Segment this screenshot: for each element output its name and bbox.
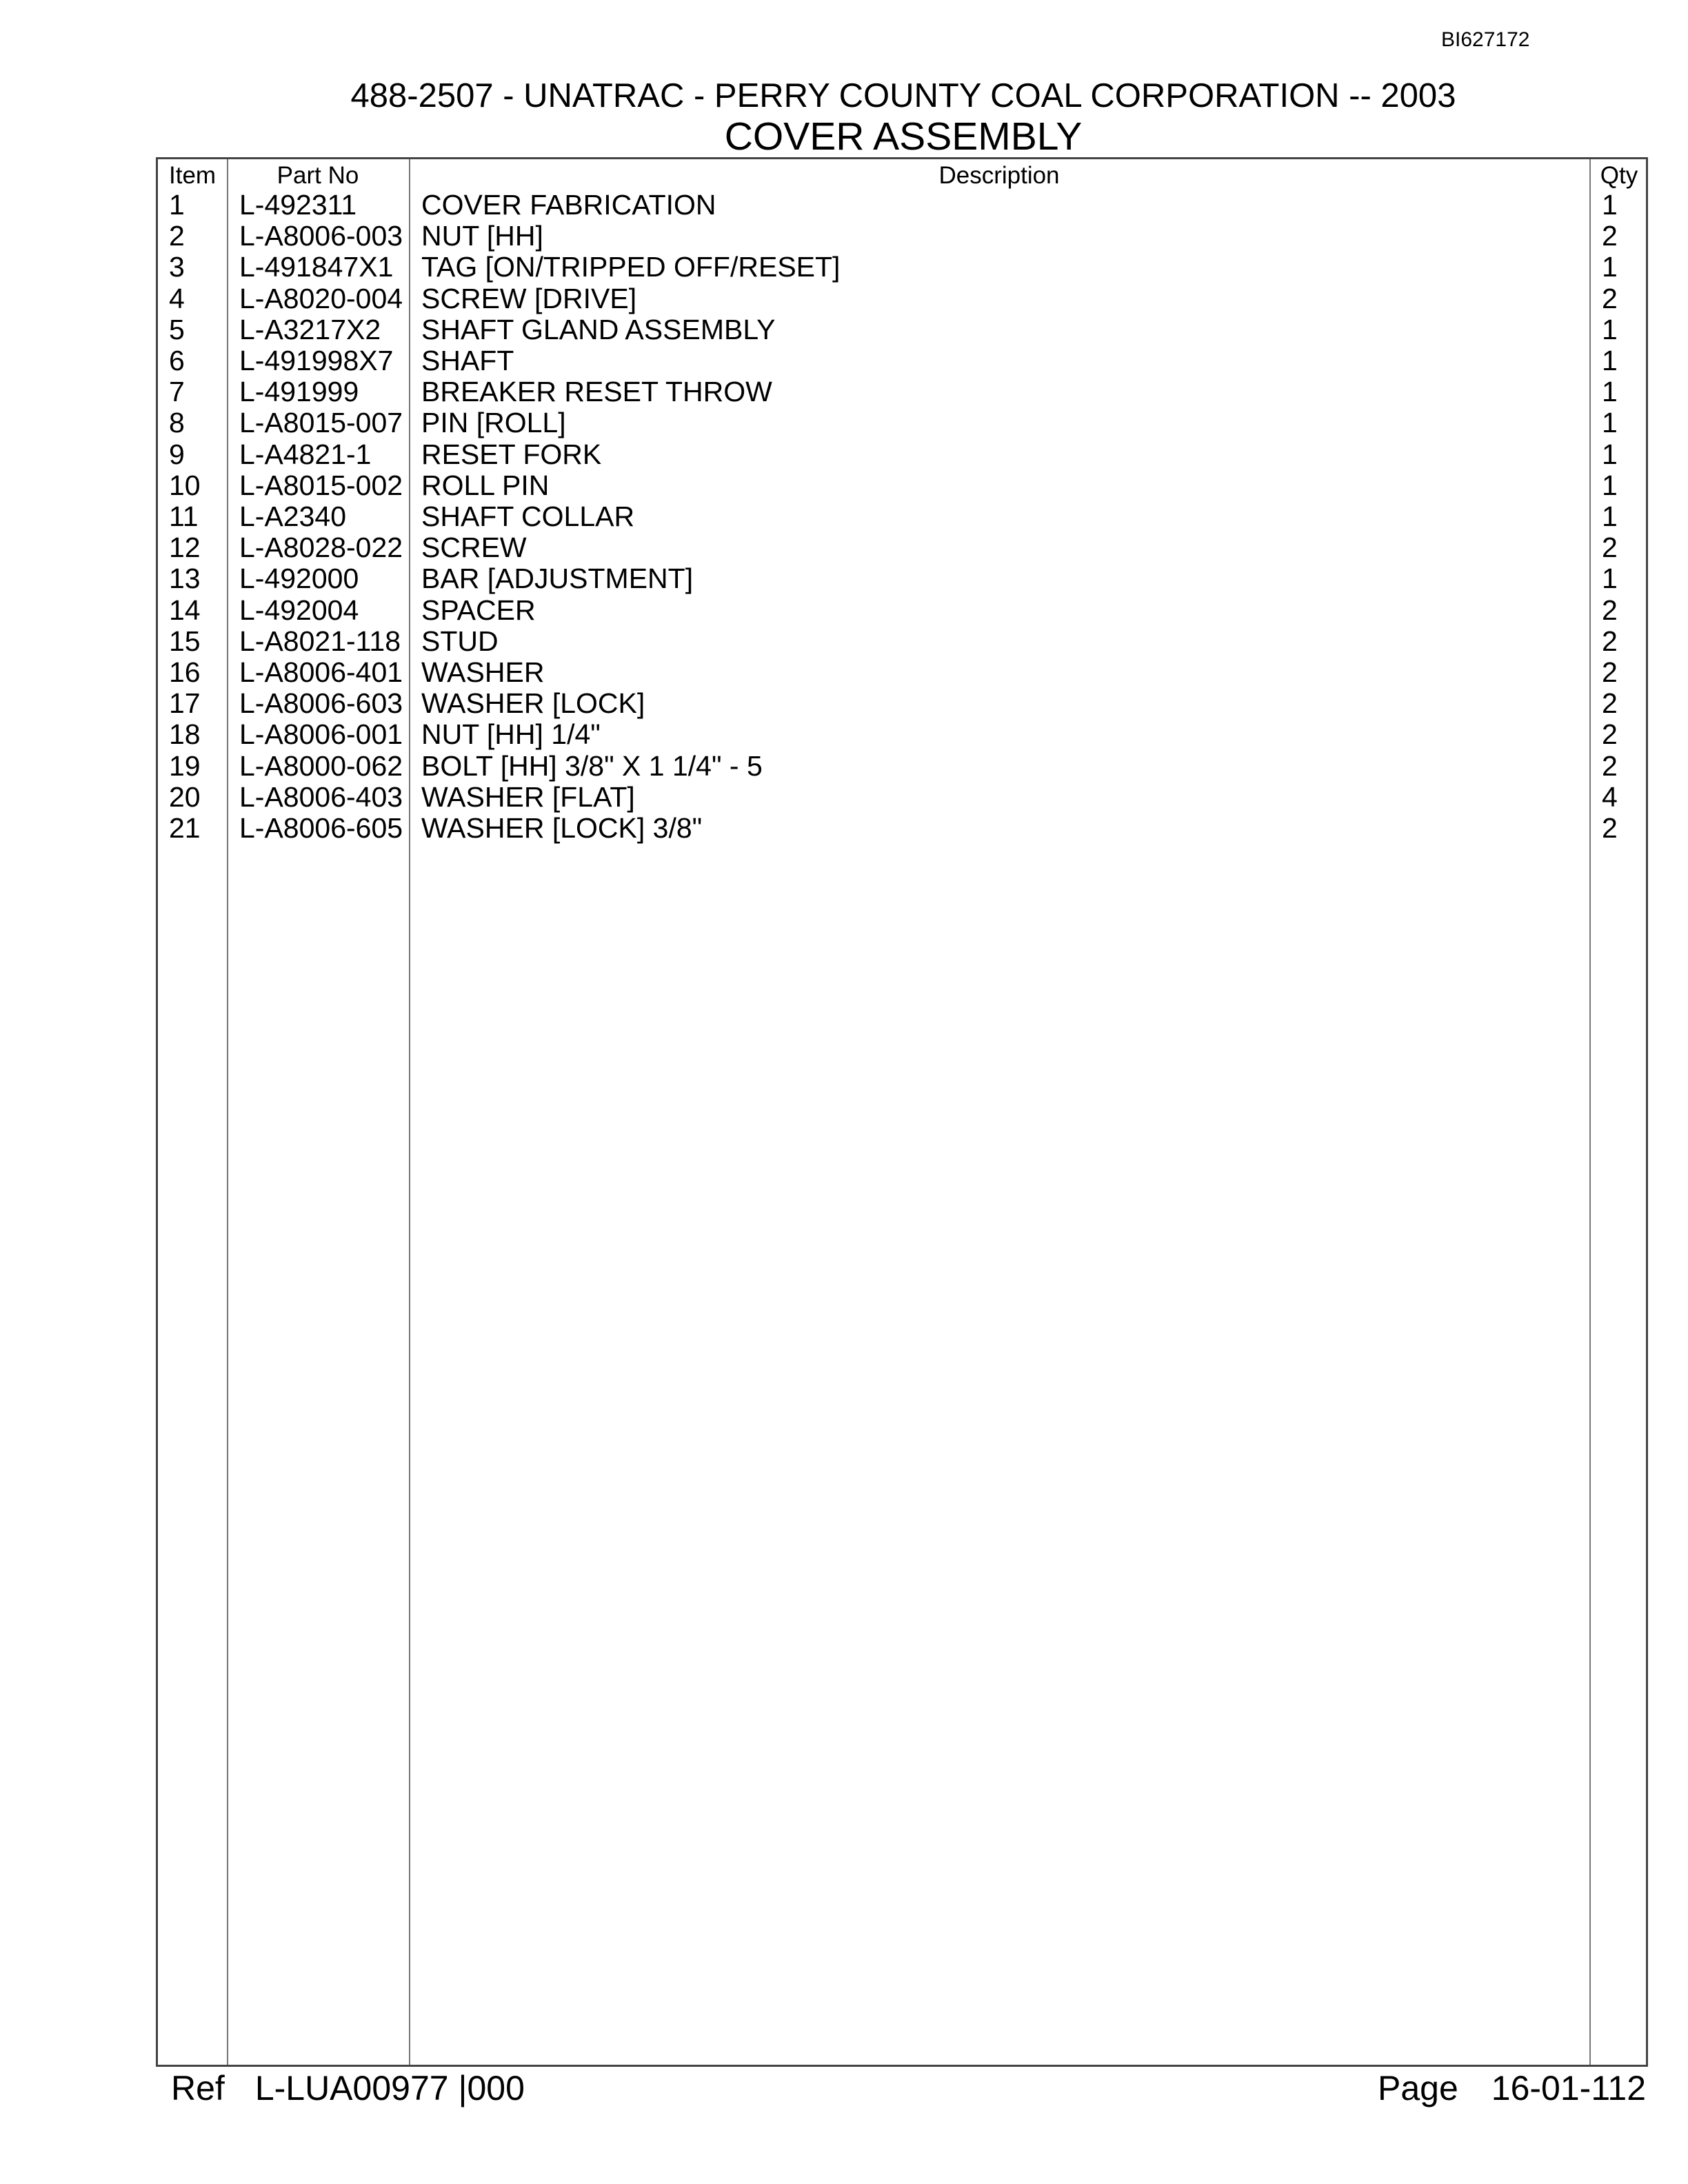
table-row: [158, 252, 1646, 283]
part-description: BOLT [HH] 3/8" X 1 1/4" - 5: [421, 749, 763, 782]
page-number: 16-01-112: [1491, 2069, 1647, 2107]
part-description: WASHER [LOCK] 3/8": [421, 812, 703, 844]
part-number: L-491847X1: [239, 251, 394, 283]
part-number: L-A8006-603: [239, 687, 403, 720]
part-description: WASHER [FLAT]: [421, 780, 635, 813]
part-quantity: 1: [1602, 313, 1618, 345]
part-quantity: 2: [1602, 687, 1618, 720]
table-row: [158, 190, 1646, 221]
part-number: L-A3217X2: [239, 313, 381, 345]
part-description: PIN [ROLL]: [421, 407, 566, 439]
part-number: L-491999: [239, 376, 359, 408]
part-description: SHAFT GLAND ASSEMBLY: [421, 313, 776, 345]
part-description: SCREW [DRIVE]: [421, 282, 637, 314]
column-header-qty: Qty: [1600, 162, 1638, 189]
table-row: [158, 376, 1646, 407]
part-number: L-A8000-062: [239, 749, 403, 782]
table-row: [158, 813, 1646, 844]
part-number: L-A8015-007: [239, 407, 403, 439]
part-number: L-A8028-022: [239, 532, 403, 564]
item-number: 1: [169, 189, 185, 221]
item-number: 20: [169, 780, 201, 813]
item-number: 19: [169, 749, 201, 782]
table-row: [158, 751, 1646, 782]
table-row: [158, 719, 1646, 750]
part-number: L-492311: [239, 189, 357, 221]
part-quantity: 1: [1602, 251, 1618, 283]
item-number: 11: [169, 501, 199, 532]
footer-reference: [171, 2067, 525, 2110]
part-quantity: 2: [1602, 656, 1618, 688]
item-number: 7: [169, 376, 185, 408]
column-header-part-no: Part No: [277, 162, 359, 189]
item-number: 3: [169, 251, 185, 283]
part-description: SCREW: [421, 532, 527, 564]
part-number: L-A8006-403: [239, 780, 403, 813]
part-description: SPACER: [421, 594, 536, 626]
item-number: 5: [169, 313, 185, 345]
page-subtitle: COVER ASSEMBLY: [724, 114, 1083, 159]
part-number: L-A8020-004: [239, 282, 403, 314]
part-quantity: 1: [1602, 501, 1618, 532]
table-row: [158, 283, 1646, 314]
part-description: SHAFT COLLAR: [421, 501, 635, 532]
parts-table: [156, 157, 1648, 2067]
table-row: [158, 688, 1646, 719]
part-description: COVER FABRICATION: [421, 189, 716, 221]
part-quantity: 1: [1602, 407, 1618, 439]
item-number: 14: [169, 594, 201, 626]
part-description: WASHER: [421, 656, 545, 688]
part-quantity: 2: [1602, 718, 1618, 751]
part-number: L-A2340: [239, 501, 347, 532]
item-number: 6: [169, 345, 185, 376]
part-description: RESET FORK: [421, 438, 602, 470]
table-row: [158, 563, 1646, 594]
part-number: L-A8021-118: [239, 625, 401, 657]
page-label: Page: [1378, 2069, 1458, 2107]
part-number: L-491998X7: [239, 345, 394, 376]
part-quantity: 2: [1602, 594, 1618, 626]
part-number: L-A8006-001: [239, 718, 403, 751]
document-id: BI627172: [1441, 28, 1530, 51]
table-row: [158, 626, 1646, 657]
part-description: SHAFT: [421, 345, 514, 376]
part-quantity: 1: [1602, 376, 1618, 408]
part-quantity: 1: [1602, 563, 1618, 595]
item-number: 13: [169, 563, 201, 595]
part-number: L-A8006-003: [239, 220, 403, 252]
item-number: 16: [169, 656, 201, 688]
part-quantity: 2: [1602, 625, 1618, 657]
table-row: [158, 345, 1646, 376]
part-quantity: 2: [1602, 282, 1618, 314]
part-description: WASHER [LOCK]: [421, 687, 645, 720]
table-row: [158, 314, 1646, 345]
part-description: STUD: [421, 625, 499, 657]
table-row: [158, 221, 1646, 252]
item-number: 9: [169, 438, 185, 470]
item-number: 8: [169, 407, 185, 439]
ref-value: L-LUA00977 |000: [254, 2069, 525, 2107]
table-row: [158, 407, 1646, 438]
item-number: 2: [169, 220, 185, 252]
table-row: [158, 595, 1646, 626]
footer-page: [1378, 2067, 1646, 2110]
ref-label: Ref: [171, 2069, 225, 2107]
column-header-description: Description: [938, 162, 1060, 189]
part-quantity: 2: [1602, 220, 1618, 252]
table-header-row: [158, 161, 1646, 191]
table-row: [158, 782, 1646, 813]
item-number: 17: [169, 687, 201, 720]
item-number: 4: [169, 282, 185, 314]
part-number: L-A8006-401: [239, 656, 403, 688]
table-row: [158, 470, 1646, 501]
part-description: BAR [ADJUSTMENT]: [421, 563, 694, 595]
item-number: 10: [169, 469, 201, 501]
part-description: BREAKER RESET THROW: [421, 376, 772, 408]
part-quantity: 1: [1602, 469, 1618, 501]
part-number: L-A8006-605: [239, 812, 403, 844]
item-number: 18: [169, 718, 201, 751]
part-description: ROLL PIN: [421, 469, 550, 501]
part-quantity: 2: [1602, 812, 1618, 844]
table-row: [158, 532, 1646, 563]
part-quantity: 2: [1602, 749, 1618, 782]
part-description: NUT [HH] 1/4": [421, 718, 601, 751]
table-row: [158, 439, 1646, 470]
part-quantity: 1: [1602, 189, 1618, 221]
part-number: L-A4821-1: [239, 438, 372, 470]
part-quantity: 4: [1602, 780, 1618, 813]
part-description: NUT [HH]: [421, 220, 543, 252]
part-number: L-492004: [239, 594, 359, 626]
column-header-item: Item: [169, 162, 217, 189]
part-quantity: 1: [1602, 345, 1618, 376]
part-number: L-A8015-002: [239, 469, 403, 501]
part-number: L-492000: [239, 563, 359, 595]
page-title: 488-2507 - UNATRAC - PERRY COUNTY COAL CORPORATION -- 2003: [350, 77, 1456, 114]
table-row: [158, 657, 1646, 688]
part-quantity: 2: [1602, 532, 1618, 564]
part-description: TAG [ON/TRIPPED OFF/RESET]: [421, 251, 841, 283]
part-quantity: 1: [1602, 438, 1618, 470]
item-number: 15: [169, 625, 201, 657]
item-number: 12: [169, 532, 201, 564]
table-row: [158, 501, 1646, 532]
item-number: 21: [169, 812, 201, 844]
